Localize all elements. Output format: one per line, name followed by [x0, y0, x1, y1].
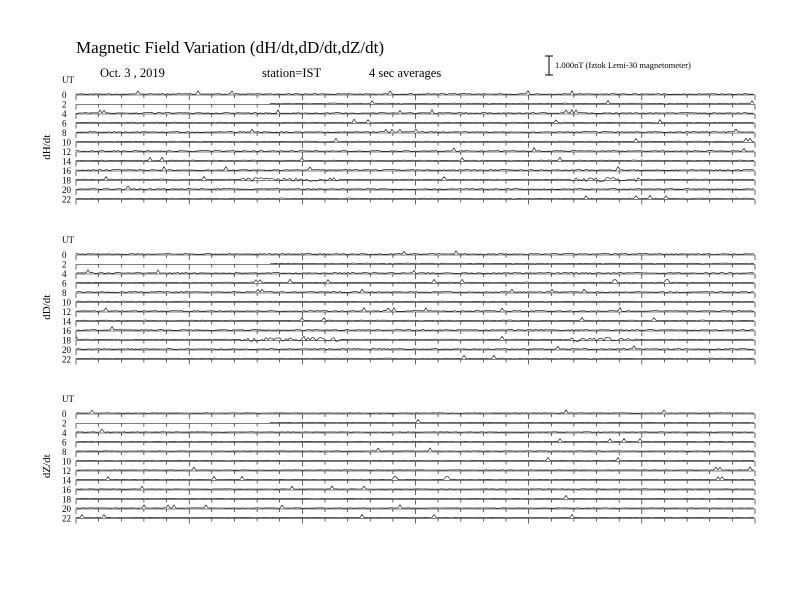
- trace-dzdt-16: [76, 486, 754, 489]
- hour-label-6: 6: [62, 437, 67, 448]
- trace-dddt-8: [76, 289, 754, 292]
- trace-dhdt-10: [76, 138, 754, 142]
- hour-label-18: 18: [62, 335, 71, 346]
- trace-dzdt-18: [76, 495, 754, 498]
- trace-dddt-2: [270, 263, 754, 264]
- row-axis-dzdt-16: [76, 490, 755, 495]
- ut-label: UT: [62, 75, 74, 85]
- row-axis-dddt-8: [76, 293, 755, 298]
- dhdt-axis-label: dH/dt: [41, 134, 53, 160]
- row-axis-dhdt-22: [76, 200, 755, 205]
- hour-label-8: 8: [62, 288, 67, 298]
- trace-dzdt-4: [76, 429, 754, 432]
- row-axis-dddt-6: [76, 284, 755, 289]
- date-label: Oct. 3 , 2019: [100, 66, 165, 80]
- trace-dhdt-16: [76, 167, 754, 171]
- hour-label-22: 22: [62, 513, 71, 524]
- station-label: station=IST: [262, 66, 322, 80]
- hour-label-2: 2: [62, 99, 67, 110]
- trace-dddt-16: [76, 327, 754, 331]
- row-axis-dhdt-20: [76, 190, 755, 195]
- hour-label-16: 16: [62, 326, 71, 336]
- row-axis-dzdt-18: [76, 500, 755, 505]
- trace-dddt-20: [76, 346, 754, 350]
- hour-label-6: 6: [62, 118, 67, 129]
- trace-dddt-4: [76, 270, 754, 274]
- hour-label-20: 20: [62, 185, 71, 195]
- trace-dhdt-14: [76, 157, 754, 161]
- row-axis-dhdt-4: [76, 114, 755, 119]
- row-axis-dhdt-6: [76, 124, 755, 129]
- hour-label-0: 0: [62, 409, 67, 419]
- hour-label-10: 10: [62, 456, 71, 467]
- row-axis-dhdt-8: [76, 133, 755, 138]
- trace-dddt-6: [76, 279, 754, 283]
- trace-dddt-12: [76, 308, 754, 312]
- row-axis-dddt-14: [76, 322, 755, 327]
- row-axis-dzdt-22: [76, 519, 755, 524]
- chart-title: Magnetic Field Variation (dH/dt,dD/dt,dZ/dt): [76, 38, 385, 57]
- trace-dzdt-12: [76, 467, 754, 470]
- hour-label-12: 12: [62, 147, 71, 157]
- averaging-label: 4 sec averages: [369, 66, 442, 80]
- trace-dhdt-12: [76, 148, 754, 152]
- trace-dddt-14: [76, 317, 754, 321]
- hour-label-4: 4: [62, 428, 67, 438]
- row-axis-dddt-18: [76, 341, 755, 346]
- row-axis-dzdt-4: [76, 433, 755, 438]
- trace-dhdt-20: [76, 186, 754, 189]
- trace-dzdt-0: [76, 410, 754, 413]
- row-axis-dddt-16: [76, 331, 755, 336]
- hour-label-0: 0: [62, 250, 67, 260]
- hour-label-22: 22: [62, 194, 71, 205]
- hour-label-22: 22: [62, 354, 71, 365]
- trace-dzdt-14: [76, 476, 754, 479]
- trace-dddt-22: [76, 355, 754, 359]
- row-axis-dddt-4: [76, 274, 755, 279]
- hour-label-14: 14: [62, 475, 71, 486]
- row-axis-dddt-2: [76, 265, 755, 270]
- row-axis-dhdt-12: [76, 152, 755, 157]
- row-axis-dzdt-8: [76, 452, 755, 457]
- hour-label-14: 14: [62, 156, 71, 167]
- trace-dzdt-2: [270, 420, 754, 423]
- row-axis-dddt-10: [76, 303, 755, 308]
- row-axis-dzdt-14: [76, 481, 755, 486]
- trace-dhdt-22: [76, 195, 754, 199]
- hour-label-8: 8: [62, 128, 67, 138]
- row-axis-dzdt-0: [76, 414, 755, 419]
- trace-dzdt-10: [76, 457, 754, 460]
- row-axis-dzdt-2: [76, 424, 755, 429]
- hour-label-4: 4: [62, 109, 67, 119]
- hour-label-10: 10: [62, 137, 71, 148]
- hour-label-14: 14: [62, 316, 71, 327]
- trace-dhdt-0: [76, 91, 754, 95]
- hour-label-0: 0: [62, 90, 67, 100]
- trace-dhdt-6: [76, 119, 754, 123]
- row-axis-dddt-12: [76, 312, 755, 317]
- row-axis-dzdt-20: [76, 509, 755, 514]
- hour-label-4: 4: [62, 269, 67, 279]
- hour-label-10: 10: [62, 297, 71, 308]
- row-axis-dhdt-14: [76, 162, 755, 167]
- hour-label-16: 16: [62, 485, 71, 495]
- row-axis-dhdt-16: [76, 171, 755, 176]
- hour-label-8: 8: [62, 447, 67, 457]
- hour-label-12: 12: [62, 466, 71, 476]
- row-axis-dhdt-18: [76, 181, 755, 186]
- trace-dzdt-20: [76, 505, 754, 508]
- scale-bar-label: 1.000nT (Iztok Lemi-30 magnetometer): [555, 60, 691, 70]
- hour-label-16: 16: [62, 166, 71, 176]
- hour-label-6: 6: [62, 278, 67, 289]
- hour-label-20: 20: [62, 504, 71, 514]
- hour-label-12: 12: [62, 307, 71, 317]
- row-axis-dzdt-10: [76, 462, 755, 467]
- trace-dzdt-8: [76, 448, 754, 451]
- trace-dhdt-8: [76, 129, 754, 132]
- dzdt-axis-label: dZ/dt: [41, 454, 53, 479]
- hour-label-20: 20: [62, 345, 71, 355]
- row-axis-dhdt-2: [76, 105, 755, 110]
- row-axis-dddt-20: [76, 350, 755, 355]
- row-axis-dzdt-6: [76, 443, 755, 448]
- row-axis-dhdt-10: [76, 143, 755, 148]
- row-axis-dddt-0: [76, 255, 755, 260]
- hour-label-18: 18: [62, 494, 71, 505]
- row-axis-dddt-22: [76, 360, 755, 365]
- trace-dddt-0: [76, 251, 754, 255]
- dddt-axis-label: dD/dt: [41, 294, 53, 320]
- trace-dddt-10: [76, 301, 754, 302]
- trace-dzdt-6: [76, 438, 754, 441]
- trace-dhdt-2: [270, 100, 754, 104]
- row-axis-dhdt-0: [76, 95, 755, 100]
- hour-label-2: 2: [62, 418, 67, 429]
- ut-label: UT: [62, 394, 74, 404]
- trace-dhdt-4: [76, 110, 754, 114]
- row-axis-dzdt-12: [76, 471, 755, 476]
- hour-label-18: 18: [62, 175, 71, 186]
- hour-label-2: 2: [62, 259, 67, 270]
- ut-label: UT: [62, 235, 74, 245]
- trace-dzdt-22: [76, 514, 754, 517]
